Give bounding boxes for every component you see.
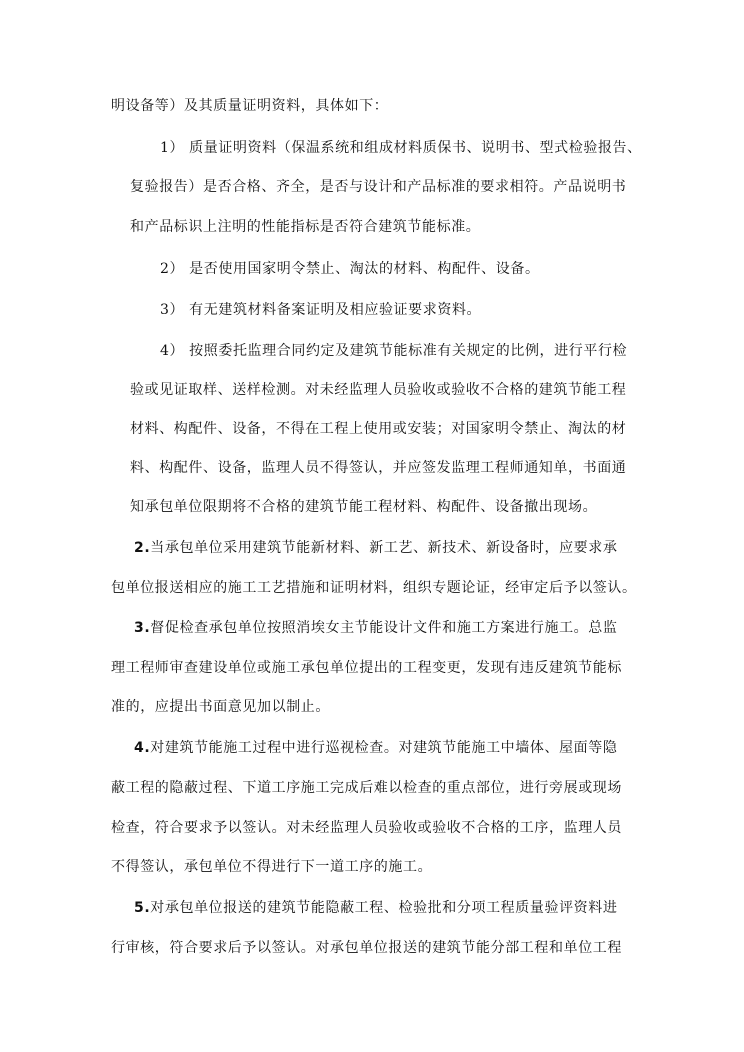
text-line [130, 419, 626, 439]
line-text: 行审核，符合要求后予以签认。对承包单位报送的建筑节能分部工程和单位工程 [111, 940, 622, 956]
line-text: 不得签认，承包单位不得进行下一道工序的施工。 [111, 859, 433, 875]
text-line [160, 259, 540, 279]
line-text: 知承包单位限期将不合格的建筑节能工程材料、构配件、设备撤出现场。 [130, 499, 598, 515]
line-text: 验或见证取样、送样检测。对未经监理人员验收或验收不合格的建筑节能工程 [130, 382, 627, 398]
line-text: 和产品标识上注明的性能指标是否符合建筑节能标准。 [130, 219, 481, 235]
line-text: 当承包单位采用建筑节能新材料、新工艺、新技术、新设备时，应要求承 [150, 540, 618, 556]
item-number: 3. [134, 620, 151, 636]
text-line [130, 177, 626, 197]
item-number: 5. [134, 900, 151, 916]
text-line [134, 618, 617, 638]
text-line [130, 458, 626, 478]
text-line [160, 341, 627, 361]
text-line [111, 96, 388, 116]
line-text: 1） 质量证明资料（保温系统和组成材料质保书、说明书、型式检验报告、 [160, 140, 642, 156]
text-line [111, 658, 622, 678]
text-line [111, 857, 432, 877]
line-text: 蔽工程的隐蔽过程、下道工序施工完成后难以检查的重点部位，进行旁展或现场 [111, 780, 622, 796]
text-line [130, 217, 480, 237]
item-number: 2. [134, 540, 151, 556]
line-text: 对承包单位报送的建筑节能隐蔽工程、检验批和分项工程质量验评资料进 [150, 900, 618, 916]
line-text: 准的，应提出书面意见加以制止。 [111, 699, 330, 715]
line-text: 理工程师审查建设单位或施工承包单位提出的工程变更，发现有违反建筑节能标 [111, 660, 622, 676]
line-text: 明设备等）及其质量证明资料，具体如下： [111, 98, 389, 114]
text-line [160, 138, 642, 158]
line-text: 料、构配件、设备，监理人员不得签认，并应签发监理工程师通知单，书面通 [130, 460, 627, 476]
text-line [111, 778, 622, 798]
line-text: 复验报告）是否合格、齐全，是否与设计和产品标准的要求相符。产品说明书 [130, 179, 627, 195]
line-text: 对建筑节能施工过程中进行巡视检查。对建筑节能施工中墙体、屋面等隐 [150, 740, 618, 756]
text-line [111, 818, 622, 838]
line-text: 督促检查承包单位按照消埃女主节能设计文件和施工方案进行施工。总监 [150, 620, 618, 636]
text-line [111, 578, 637, 598]
text-line [130, 380, 626, 400]
text-line [160, 300, 481, 320]
text-line [130, 497, 597, 517]
text-line [134, 538, 617, 558]
text-line [134, 898, 617, 918]
text-line [111, 697, 330, 717]
line-text: 4） 按照委托监理合同约定及建筑节能标准有关规定的比例，进行平行检 [160, 343, 628, 359]
line-text: 2） 是否使用国家明令禁止、淘汰的材料、构配件、设备。 [160, 261, 540, 277]
text-line [111, 938, 622, 958]
line-text: 检查，符合要求予以签认。对未经监理人员验收或验收不合格的工序，监理人员 [111, 820, 622, 836]
text-line [134, 738, 617, 758]
line-text: 3） 有无建筑材料备案证明及相应验证要求资料。 [160, 302, 482, 318]
line-text: 包单位报送相应的施工工艺措施和证明材料，组织专题论证，经审定后予以签认。 [111, 580, 637, 596]
item-number: 4. [134, 740, 151, 756]
line-text: 材料、构配件、设备，不得在工程上使用或安装；对国家明令禁止、淘汰的材 [130, 421, 627, 437]
